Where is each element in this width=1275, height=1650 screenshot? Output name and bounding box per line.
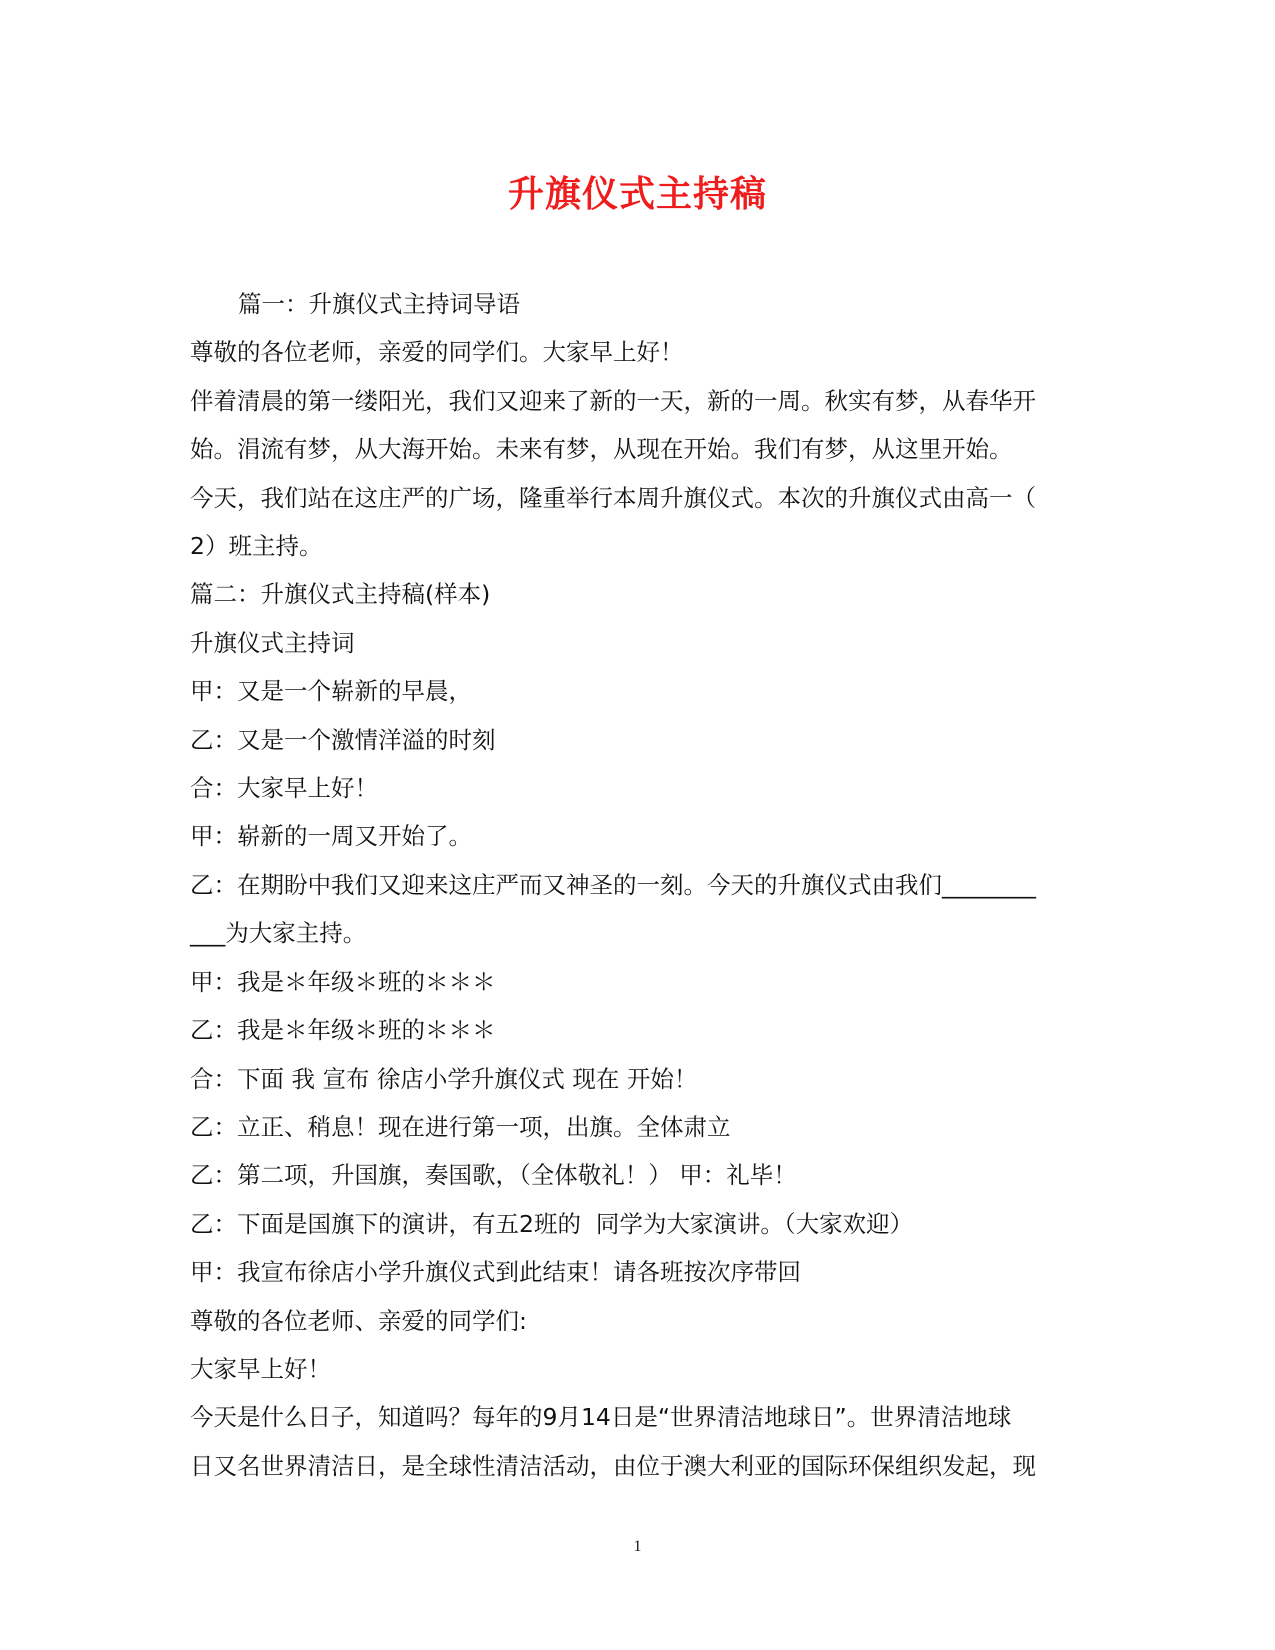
document-title: 升旗仪式主持稿 <box>507 173 767 215</box>
body-line: 篇二：升旗仪式主持稿(样本) <box>190 580 491 609</box>
body-line: 乙：我是＊年级＊班的＊＊＊ <box>190 1016 496 1045</box>
body-line: 大家早上好！ <box>190 1354 331 1383</box>
body-line: 乙：下面是国旗下的演讲，有五2班的 同学为大家演讲。（大家欢迎） <box>190 1209 914 1238</box>
body-line: 甲：我宣布徐店小学升旗仪式到此结束！请各班按次序带回 <box>190 1258 801 1287</box>
body-line: 篇一：升旗仪式主持词导语 <box>238 290 520 318</box>
body-line: ___为大家主持。 <box>190 919 367 948</box>
body-line: 乙：在期盼中我们又迎来这庄严而又神圣的一刻。今天的升旗仪式由我们________ <box>190 870 1036 899</box>
body-line: 乙：立正、稍息！现在进行第一项，出旗。全体肃立 <box>190 1112 731 1141</box>
body-line: 始。涓流有梦，从大海开始。未来有梦，从现在开始。我们有梦，从这里开始。 <box>190 435 1013 464</box>
body-line: 今天是什么日子，知道吗？每年的9月14日是“世界清洁地球日”。世界清洁地球 <box>190 1403 1012 1432</box>
body-line: 升旗仪式主持词 <box>190 628 355 657</box>
body-line: 合：下面 我 宣布 徐店小学升旗仪式 现在 开始！ <box>190 1064 698 1093</box>
body-line: 今天，我们站在这庄严的广场，隆重举行本周升旗仪式。本次的升旗仪式由高一（ <box>190 483 1036 512</box>
body-line: 日又名世界清洁日，是全球性清洁活动，由位于澳大利亚的国际环保组织发起，现 <box>190 1451 1036 1480</box>
body-line: 乙：第二项，升国旗，奏国歌，（全体敬礼！） 甲：礼毕！ <box>190 1161 797 1190</box>
page-number: 1 <box>633 1538 642 1555</box>
body-line: 甲：崭新的一周又开始了。 <box>190 822 472 851</box>
body-line: 尊敬的各位老师、亲爱的同学们: <box>190 1306 527 1335</box>
body-line: 合：大家早上好！ <box>190 774 378 803</box>
body-line: 乙：又是一个激情洋溢的时刻 <box>190 725 496 754</box>
body-line: 甲：我是＊年级＊班的＊＊＊ <box>190 967 496 996</box>
body-line: 2）班主持。 <box>190 532 323 561</box>
body-line: 尊敬的各位老师，亲爱的同学们。大家早上好！ <box>190 338 684 367</box>
body-line: 伴着清晨的第一缕阳光，我们又迎来了新的一天，新的一周。秋实有梦，从春华开 <box>190 386 1036 415</box>
body-line: 甲：又是一个崭新的早晨， <box>190 677 472 706</box>
document-body <box>190 280 1090 1490</box>
